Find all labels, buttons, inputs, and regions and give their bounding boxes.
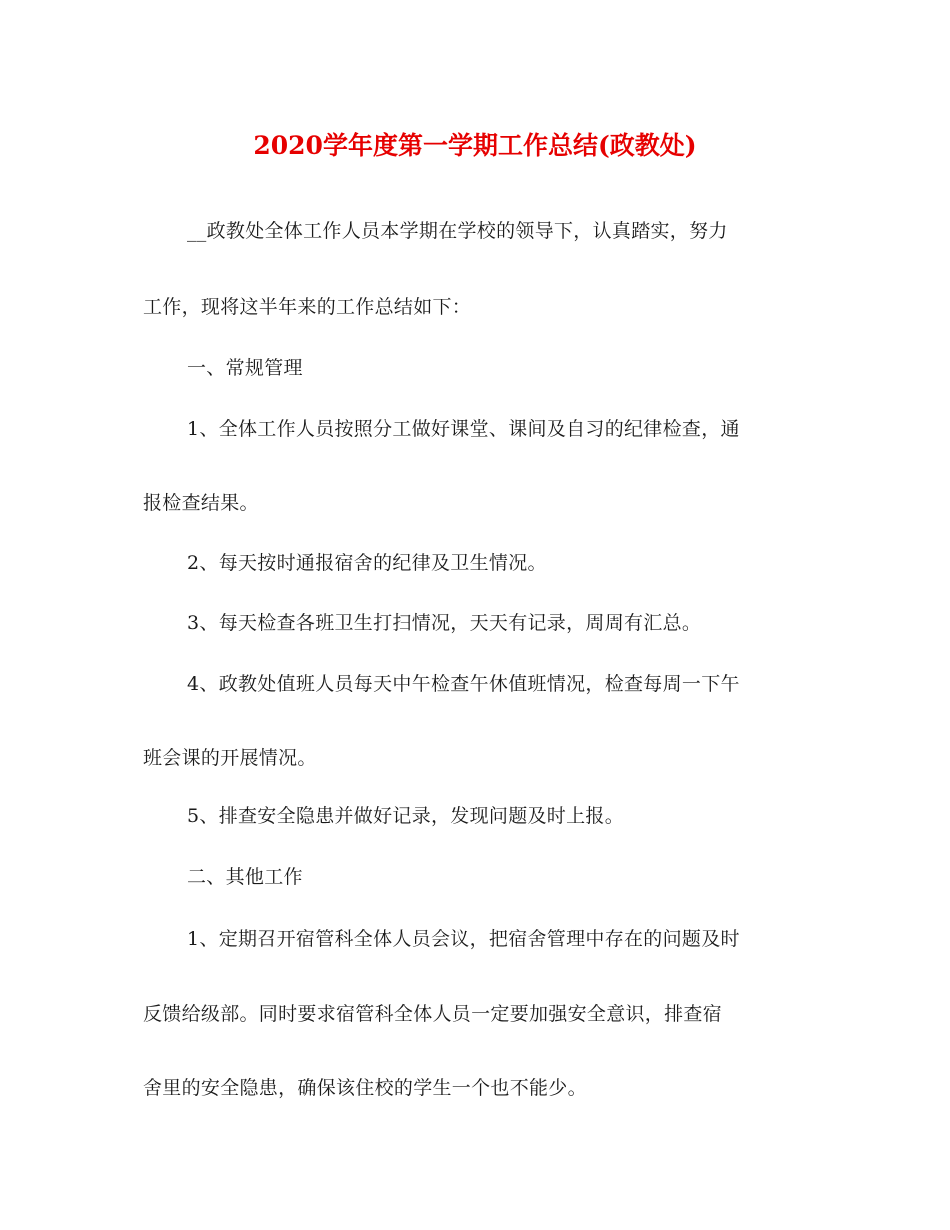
section-heading: 二、其他工作 bbox=[187, 866, 303, 888]
paragraph-line: 工作，现将这半年来的工作总结如下： bbox=[143, 296, 472, 318]
section-heading: 一、常规管理 bbox=[187, 357, 303, 379]
paragraph-line: __政教处全体工作人员本学期在学校的领导下，认真踏实，努力 bbox=[187, 220, 728, 242]
paragraph-line: 班会课的开展情况。 bbox=[143, 747, 317, 769]
paragraph-line: 2、每天按时通报宿舍的纪律及卫生情况。 bbox=[187, 552, 547, 574]
paragraph-line: 5、排查安全隐患并做好记录，发现问题及时上报。 bbox=[187, 805, 624, 827]
paragraph-line: 反馈给级部。同时要求宿管科全体人员一定要加强安全意识，排查宿 bbox=[143, 1003, 723, 1025]
paragraph-line: 4、政教处值班人员每天中午检查午休值班情况，检查每周一下午 bbox=[187, 673, 740, 695]
paragraph-line: 1、定期召开宿管科全体人员会议，把宿舍管理中存在的问题及时 bbox=[187, 928, 740, 950]
paragraph-line: 1、全体工作人员按照分工做好课堂、课间及自习的纪律检查，通 bbox=[187, 418, 740, 440]
paragraph-line: 舍里的安全隐患，确保该住校的学生一个也不能少。 bbox=[143, 1077, 587, 1099]
paragraph-line: 3、每天检查各班卫生打扫情况，天天有记录，周周有汇总。 bbox=[187, 612, 702, 634]
document-title: 2020学年度第一学期工作总结(政教处) bbox=[253, 131, 697, 160]
paragraph-line: 报检查结果。 bbox=[143, 492, 259, 514]
